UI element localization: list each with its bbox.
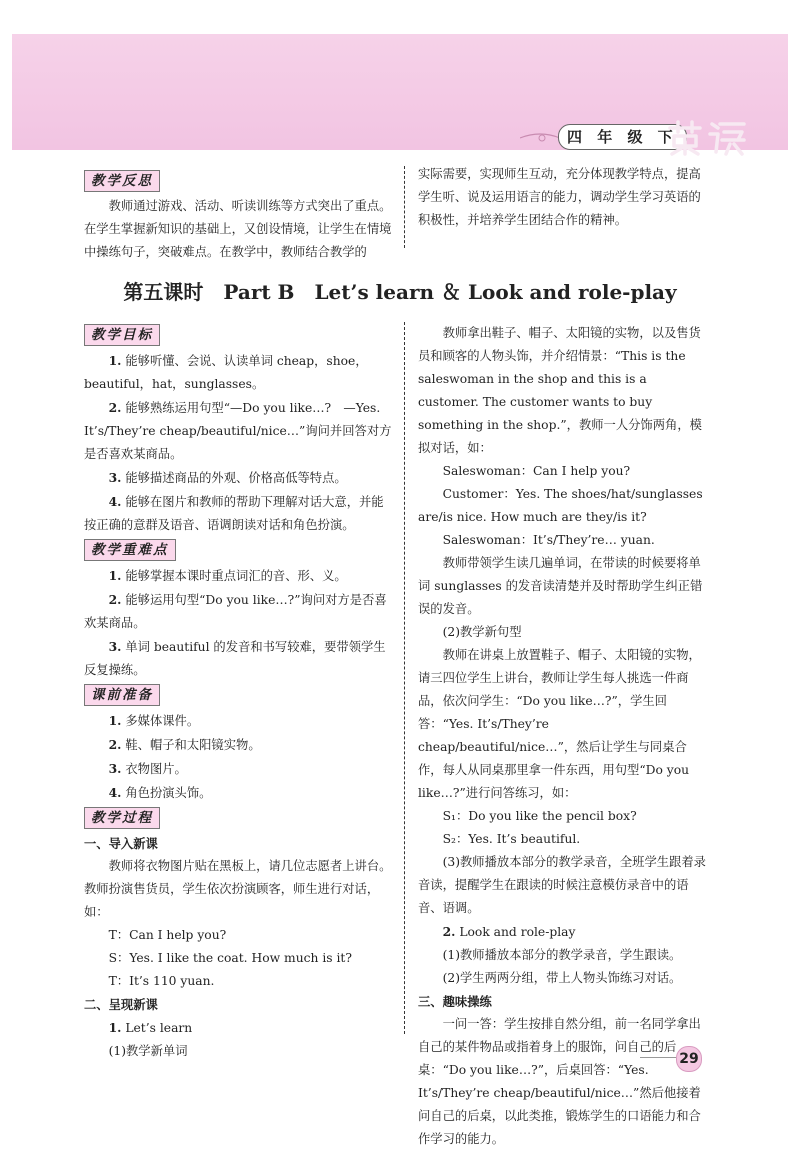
paragraph: (3)教师播放本部分的教学录音，全班学生跟着录音读，提醒学生在跟读的时候注意模仿录音中的语音、语调。: [418, 855, 706, 915]
section-heading: 三、趣味操练: [418, 994, 492, 1009]
keypoint-item: 1. 能够掌握本课时重点词汇的音、形、义。: [108, 568, 347, 583]
dialog-line: T：Can I help you?: [108, 928, 227, 942]
goal-item: 4. 能够在图片和教师的帮助下理解对话大意，并能按正确的意群及语音、语调朗读对话和角色扮演。: [84, 494, 384, 532]
dialog-line: Saleswoman：Can I help you?: [442, 464, 631, 478]
dialog-line: S：Yes. I like the coat. How much is it?: [108, 951, 352, 965]
subsection-item: (1)教学新单词: [108, 1044, 188, 1058]
dialog-line: T：It’s 110 yuan.: [108, 974, 215, 988]
subsection-heading: 2. Look and role-play: [442, 924, 576, 939]
paragraph: 教师将衣物图片贴在黑板上，请几位志愿者上讲台。教师扮演售货员，学生依次扮演顾客，师生进行对话，如：: [84, 859, 392, 919]
prep-item: 4. 角色扮演头饰。: [108, 785, 212, 800]
prep-item: 3. 衣物图片。: [108, 761, 187, 776]
page-number: 29: [676, 1046, 702, 1072]
lesson-title: 第五课时 Part B Let’s learn ＆ Look and role-play: [123, 280, 677, 304]
goal-item: 3. 能够描述商品的外观、价格高低等特点。: [108, 470, 347, 485]
subsection-item: (1)教师播放本部分的教学录音，学生跟读。: [442, 948, 682, 962]
prep-label: 课前准备: [84, 684, 160, 706]
dialog-line: Customer：Yes. The shoes/hat/sunglasses are/is nice. How much are they/is it?: [418, 487, 703, 524]
paragraph: 一问一答：学生按排自然分组，前一名同学拿出自己的某件物品或指着身上的服饰，问自己的后桌：“Do you like…?”，后桌回答：“Yes. It’s/They’re cheap/beautiful/nice…”然后他接着问自己的后桌，以此类推，锻炼学生的口语能力和合作学习的能力。: [418, 1017, 701, 1146]
dialog-line: S₂：Yes. It’s beautiful.: [442, 832, 581, 846]
dialog-line: S₁：Do you like the pencil box?: [442, 809, 637, 823]
reflection-text-left: 教师通过游戏、活动、听读训练等方式突出了重点。在学生掌握新知识的基础上，又创设情境，让学生在情境中操练句子，突破难点。在教学中，教师结合教学的: [84, 199, 392, 259]
prep-item: 2. 鞋、帽子和太阳镜实物。: [108, 737, 261, 752]
subsection-item: (2)学生两两分组，带上人物头饰练习对话。: [442, 971, 682, 985]
left-column: [84, 322, 392, 1063]
keypoint-item: 3. 单词 beautiful 的发音和书写较难，要带领学生反复操练。: [84, 639, 386, 677]
subsection-item: (2)教学新句型: [442, 625, 522, 639]
process-label: 教学过程: [84, 807, 160, 829]
dialog-line: Saleswoman：It’s/They’re… yuan.: [442, 533, 655, 547]
subsection-heading: 1. Let’s learn: [108, 1020, 193, 1035]
goals-label: 教学目标: [84, 324, 160, 346]
right-column: [418, 322, 708, 1151]
reflection-right: [418, 163, 708, 232]
keypoints-label: 教学重难点: [84, 539, 176, 561]
reflection-text-right: 实际需要，实现师生互动，充分体现教学特点，提高学生听、说及运用语言的能力，调动学生学习英语的积极性，并培养学生团结合作的精神。: [418, 167, 701, 227]
goal-item: 2. 能够熟练运用句型“—Do you like…? —Yes. It’s/They’re cheap/beautiful/nice…”询问并回答对方是否喜欢某商品。: [84, 400, 392, 461]
section-heading: 二、呈现新课: [84, 997, 158, 1012]
column-divider-top: [404, 166, 405, 248]
subject-logo: [664, 118, 750, 158]
reflection-left: [84, 168, 392, 264]
prep-item: 1. 多媒体课件。: [108, 713, 200, 728]
column-divider-main: [404, 322, 405, 1034]
grade-label: 四 年 级 下: [558, 124, 687, 150]
page-number-rule: [640, 1057, 676, 1058]
reflection-label: 教学反思: [84, 170, 160, 192]
goal-item: 1. 能够听懂、会说、认读单词 cheap，shoe，beautiful，hat，sunglasses。: [84, 353, 368, 391]
paragraph: 教师拿出鞋子、帽子、太阳镜的实物，以及售货员和顾客的人物头饰，并介绍情景：“This is the saleswoman in the shop and this is a customer. The customer wants to buy something in the shop.”，教师一人分饰两角，模拟对话，如：: [418, 326, 702, 455]
paragraph: 教师带领学生读几遍单词，在带读的时候要将单词 sunglasses 的发音读清楚并及时帮助学生纠正错误的发音。: [418, 556, 703, 616]
paragraph: 教师在讲桌上放置鞋子、帽子、太阳镜的实物，请三四位学生上讲台，教师让学生每人挑选一件商品，依次问学生：“Do you like…?”，学生回答：“Yes. It’s/They’re cheap/beautiful/nice…”，然后让学生与同桌合作，每人从同桌那里拿一件东西，用句型“Do you like…?”进行问答练习，如：: [418, 648, 701, 800]
section-heading: 一、导入新课: [84, 836, 158, 851]
keypoint-item: 2. 能够运用句型“Do you like…?”询问对方是否喜欢某商品。: [84, 592, 387, 630]
